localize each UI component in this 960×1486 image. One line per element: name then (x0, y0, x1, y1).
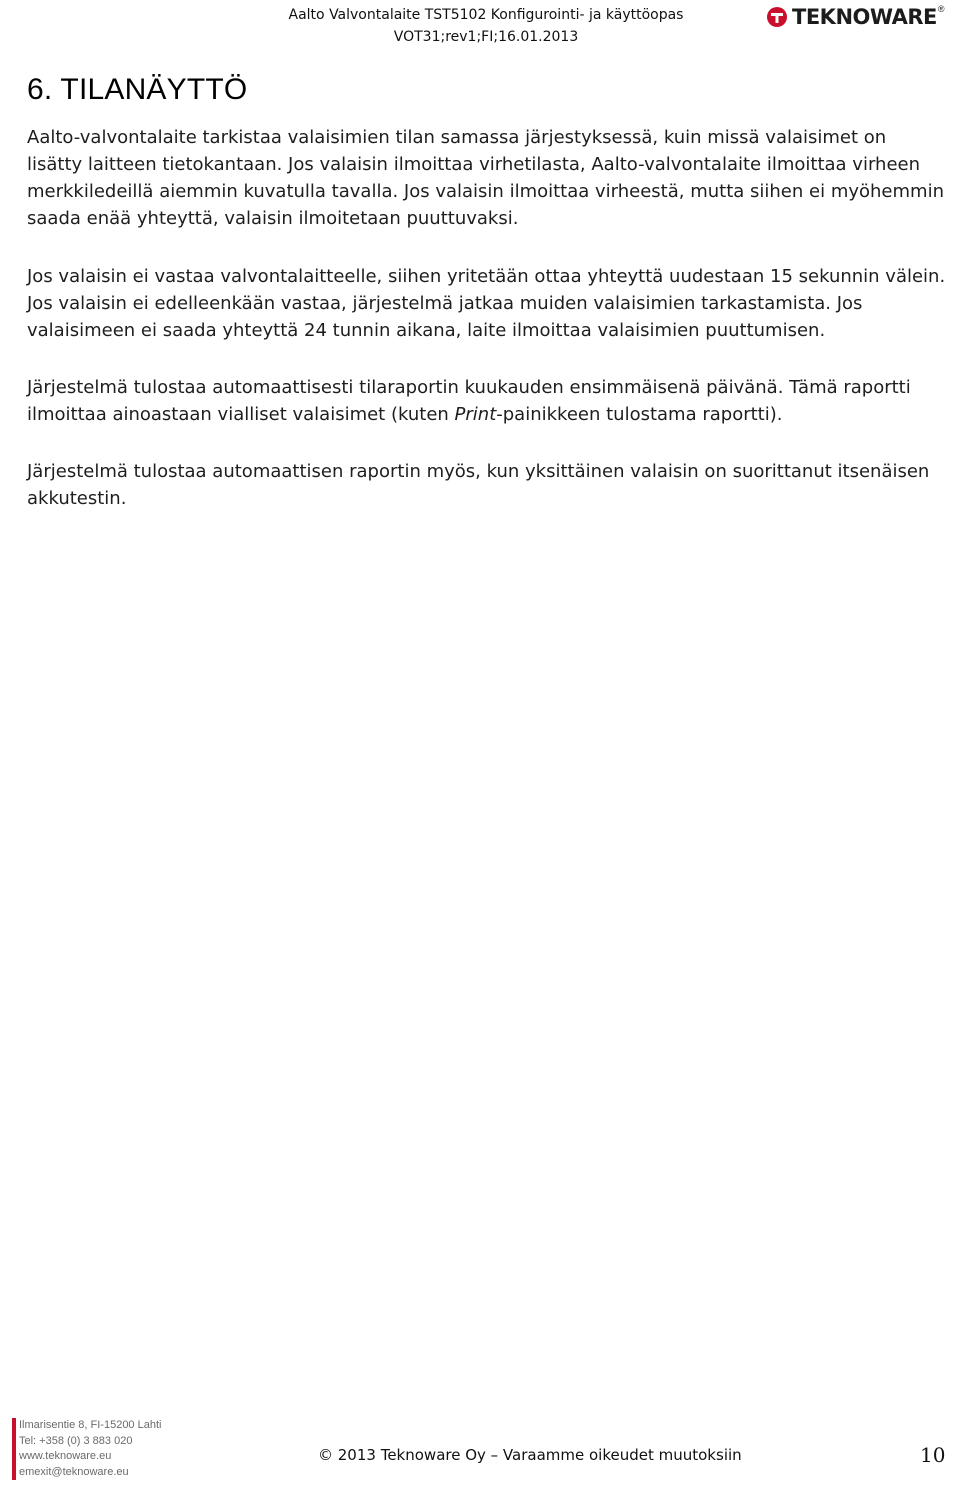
page-number: 10 (920, 1443, 946, 1467)
address-website: www.teknoware.eu (19, 1450, 112, 1462)
document-code: VOT31;rev1;FI;16.01.2013 (393, 29, 579, 45)
teknoware-logo (766, 4, 958, 30)
section-title: 6. TILANÄYTTÖ (27, 73, 248, 106)
paragraph-retry: Jos valaisin ei vastaa valvontalaitteelle, siihen yritetään ottaa yhteyttä uudestaan 15 sekunnin välein. Jos valaisin ei edelleenkään vastaa, järjestelmä jatkaa muiden valaisimien tarkastamista. Jos valaisimeen ei saada yhteyttä 24 tunnin aikana, laite ilmoittaa valaisimien puuttumisen. (27, 266, 946, 341)
document-header (270, 4, 702, 48)
address-email: emexit@teknoware.eu (19, 1465, 129, 1478)
address-phone: Tel: +358 (0) 3 883 020 (19, 1434, 133, 1447)
paragraph-monthly-report-text: Järjestelmä tulostaa automaattisesti tilaraportin kuukauden ensimmäisenä päivänä. Tämä raportti ilmoittaa ainoastaan vialliset valaisimet (kuten (27, 377, 911, 425)
teknoware-logo-icon (766, 6, 788, 28)
logo-wordmark: TEKNOWARE (792, 5, 937, 29)
registered-mark: ® (937, 4, 945, 14)
company-address-block (12, 1418, 161, 1480)
document-title: Aalto Valvontalaite TST5102 Konfigurointi- ja käyttöopas (288, 7, 684, 23)
print-button-reference: Print (454, 404, 497, 425)
paragraph-battery-test-report: Järjestelmä tulostaa automaattisen raportin myös, kun yksittäinen valaisin on suorittanut itsenäisen akkutestin. (27, 461, 930, 509)
paragraph-status-check: Aalto-valvontalaite tarkistaa valaisimien tilan samassa järjestyksessä, kuin missä valaisimet on lisätty laitteen tietokantaan. Jos valaisin ilmoittaa virhetilasta, Aalto-valvontalaite ilmoittaa virheen merkkiledeillä aiemmin kuvatulla tavalla. Jos valaisin ilmoittaa virheestä, mutta siihen ei myöhemmin saada enää yhteyttä, valaisin ilmoitetaan puuttuvaksi. (27, 127, 944, 229)
copyright-notice: © 2013 Teknoware Oy – Varaamme oikeudet muutoksiin (318, 1446, 742, 1464)
paragraph-monthly-report-tail: -painikkeen tulostama raportti). (496, 404, 783, 425)
address-street: Ilmarisentie 8, FI-15200 Lahti (19, 1419, 162, 1431)
paragraph-monthly-report (27, 374, 947, 428)
